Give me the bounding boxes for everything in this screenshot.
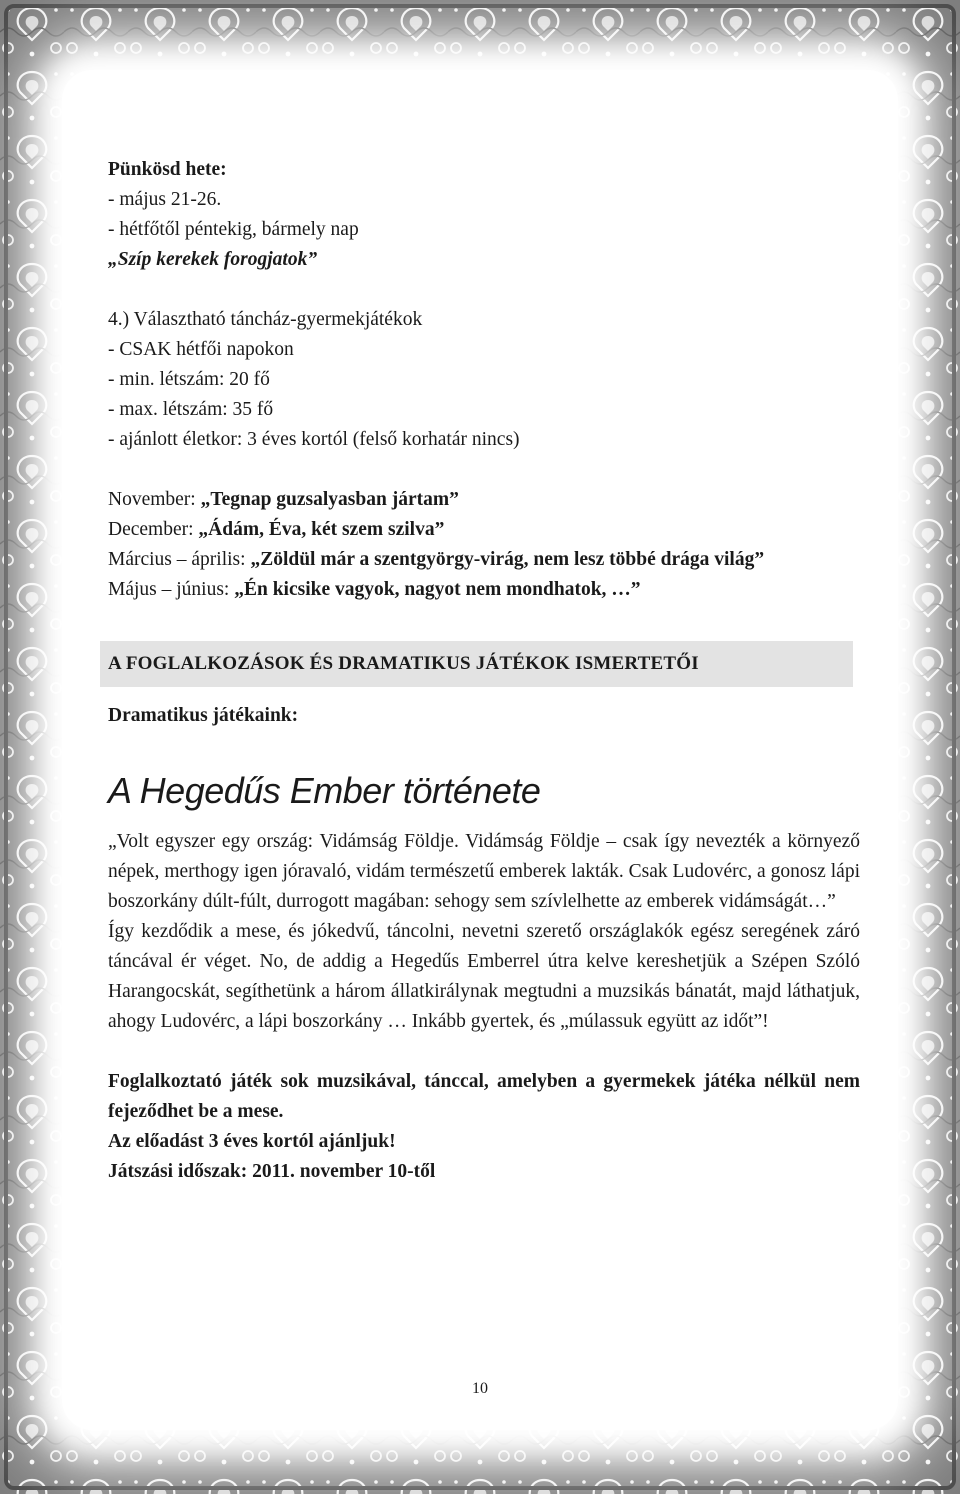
age-recommendation: Az előadást 3 éves kortól ajánljuk! [108,1131,396,1152]
month-row [108,515,860,545]
info-line: - min. létszám: 20 fő [108,369,270,390]
closing-paragraph: Foglalkoztató játék sok muzsikával, tánccal, amelyben a gyermekek játéka nélkül nem fejeződhet be a mese. [108,1071,860,1122]
month-label: December: [108,519,199,540]
song-title: „Szíp kerekek forogjatok” [108,249,318,270]
info-line: - ajánlott életkor: 3 éves kortól (felső korhatár nincs) [108,429,520,450]
dance-house-heading: 4.) Választható táncház-gyermekjátékok [108,309,423,330]
dance-house-block [108,305,860,455]
days-line: - hétfőtől péntekig, bármely nap [108,219,359,240]
month-song: „Zöldül már a szentgyörgy-virág, nem lesz többé drága világ” [250,549,765,570]
monthly-program [108,485,860,605]
info-line: - max. létszám: 35 fő [108,399,274,420]
info-line: - CSAK hétfői napokon [108,339,294,360]
pentecost-block [108,155,860,275]
month-song: „Én kicsike vagyok, nagyot nem mondhatok, …” [234,579,641,600]
date-line: - május 21-26. [108,189,222,210]
story-title: A Hegedűs Ember története [108,770,541,811]
play-period: Játszási időszak: 2011. november 10-től [108,1161,436,1182]
month-row [108,545,860,575]
story-paragraph: Így kezdődik a mese, és jókedvű, táncolni, nevetni szerető országlakók egész seregének záró táncával ér véget. No, de addig a Hegedűs Emberrel útra kelve kereshetjük a Szépen Szóló Harangocskát, segíthetünk a három állatkirálynak megtudni a muzsikás bánatát, majd láthatjuk, ahogy Ludovérc, a lápi boszorkány … Inkább gyertek, és „múlassuk együtt az időt”! [108,921,860,1032]
month-label: Május – június: [108,579,235,600]
pentecost-heading: Pünkösd hete: [108,159,227,180]
month-row [108,485,860,515]
story-paragraph: „Volt egyszer egy ország: Vidámság Földje. Vidámság Földje – csak így nevezték a környező népek, merthogy igen jóravaló, vidám természetű emberek lakták. Csak Ludovérc, a gonosz lápi boszorkány dúlt-fúlt, durrogott magában: sehogy sem szívlelhette az emberek vidámságát…” [108,831,860,912]
month-song: „Tegnap guzsalyasban jártam” [200,489,459,510]
section-title-bar: A FOGLALKOZÁSOK ÉS DRAMATIKUS JÁTÉKOK ISMERTETŐI [100,641,853,687]
month-row [108,575,860,605]
month-label: Március – április: [108,549,251,570]
month-song: „Ádám, Éva, két szem szilva” [198,519,445,540]
month-label: November: [108,489,201,510]
page-number: 10 [472,1380,488,1397]
document-body [108,155,860,1187]
subheading: Dramatikus játékaink: [108,705,299,726]
